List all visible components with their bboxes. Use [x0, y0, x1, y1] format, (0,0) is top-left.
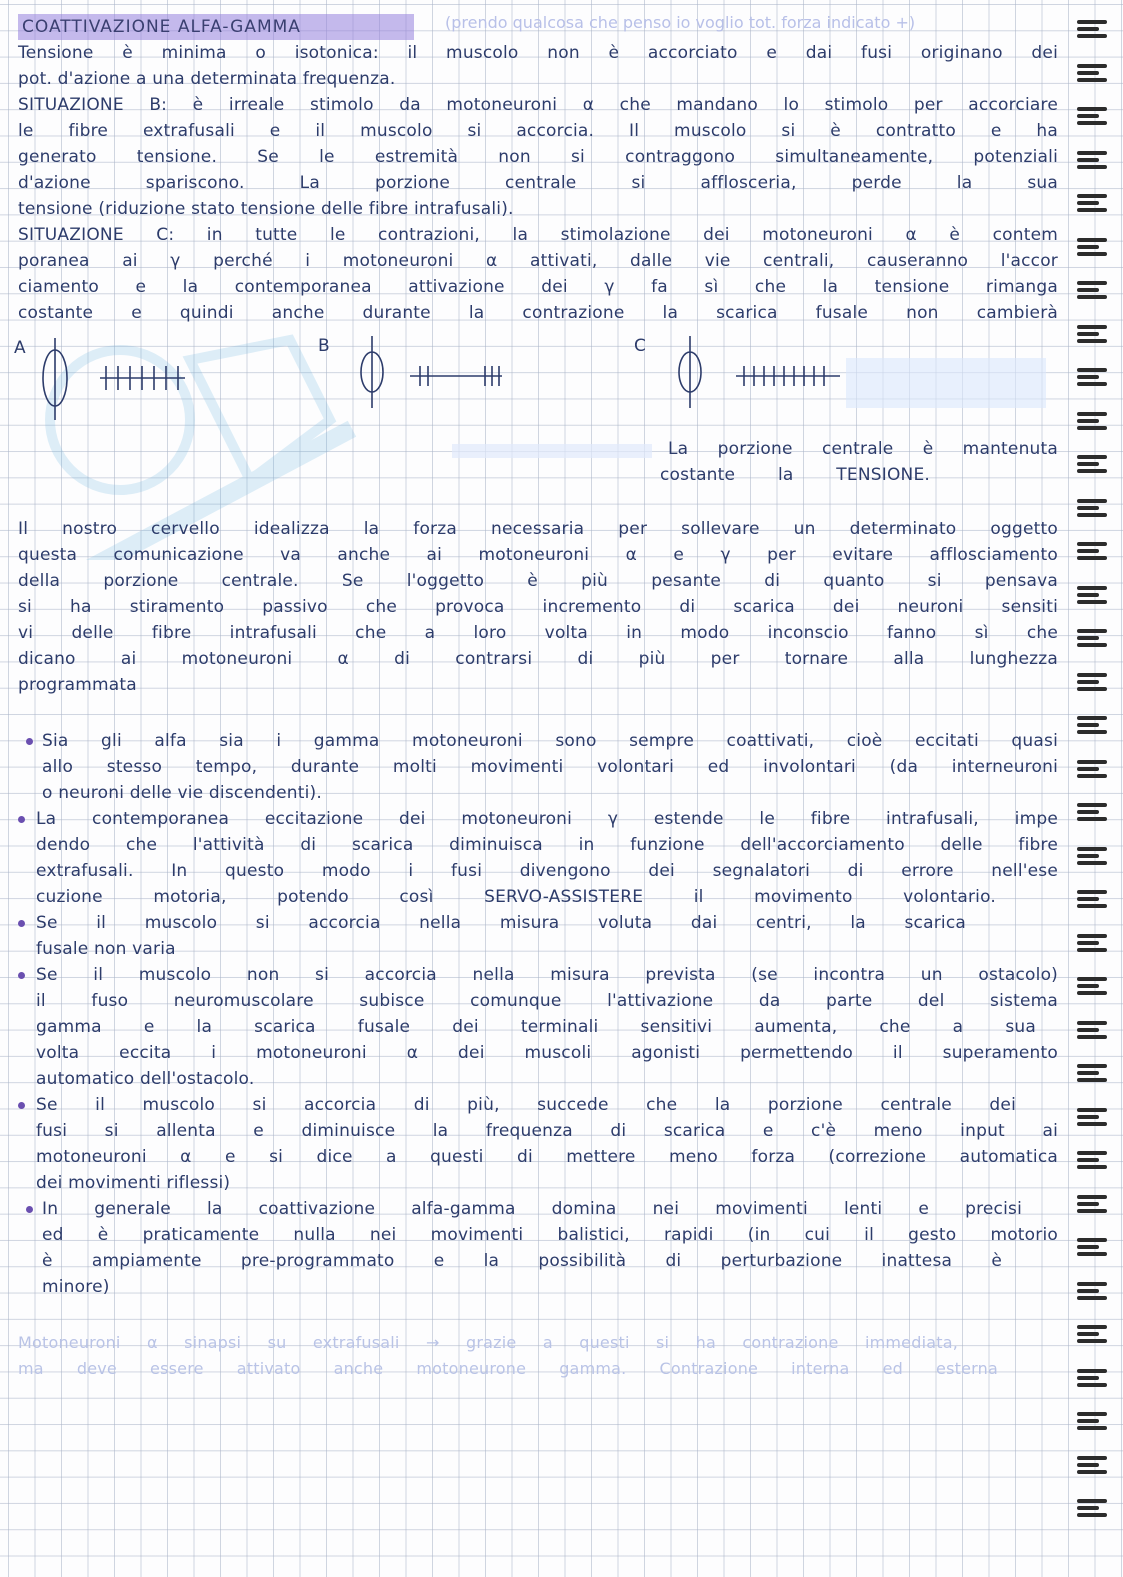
- text-line: costante e quindi anche durante la contrazione la scarica fusale non cambierà: [18, 303, 1058, 323]
- diagram-caption: La porzione centrale è mantenuta: [668, 439, 1058, 459]
- text-line: motoneuroni α e si dice a questi di mettere meno forza (correzione automatica: [36, 1147, 1058, 1167]
- faint-highlight: [452, 444, 652, 458]
- text-line: Se il muscolo non si accorcia nella misura prevista (se incontra un ostacolo): [36, 965, 1058, 985]
- spiral-ring: [1077, 107, 1111, 129]
- text-line: automatico dell'ostacolo.: [36, 1069, 255, 1089]
- bullet-dot: [18, 1102, 25, 1109]
- spiral-ring: [1077, 1238, 1111, 1260]
- text-line: extrafusali. In questo modo i fusi divengono dei segnalatori di errore nell'ese: [36, 861, 1058, 881]
- text-line: pot. d'azione a una determinata frequenza.: [18, 69, 396, 89]
- spiral-ring: [1077, 499, 1111, 521]
- text-line: Tensione è minima o isotonica: il muscolo non è accorciato e dai fusi originano dei: [18, 43, 1058, 63]
- text-line: In generale la coattivazione alfa-gamma domina nei movimenti lenti e precisi: [42, 1199, 1022, 1219]
- spiral-ring: [1077, 1282, 1111, 1304]
- spiral-ring: [1077, 934, 1111, 956]
- spiral-ring: [1077, 673, 1111, 695]
- text-line: tensione (riduzione stato tensione delle fibre intrafusali).: [18, 199, 514, 219]
- spiral-ring: [1077, 1064, 1111, 1086]
- spiral-ring: [1077, 1195, 1111, 1217]
- text-line: Se il muscolo si accorcia di più, succede che la porzione centrale dei: [36, 1095, 1016, 1115]
- spiral-ring: [1077, 1499, 1111, 1521]
- spiral-ring: [1077, 1456, 1111, 1478]
- diagram-caption: costante la TENSIONE.: [660, 465, 930, 485]
- spiral-ring: [1077, 847, 1111, 869]
- text-line: ciamento e la contemporanea attivazione dei γ fa sì che la tensione rimanga: [18, 277, 1058, 297]
- diagram-label-c: C: [634, 336, 646, 356]
- text-line: fusale non varia: [36, 939, 176, 959]
- bullet-dot: [26, 738, 33, 745]
- spiral-ring: [1077, 1021, 1111, 1043]
- text-line: Il nostro cervello idealizza la forza necessaria per sollevare un determinato oggetto: [18, 519, 1058, 539]
- spiral-ring: [1077, 325, 1111, 347]
- text-line: gamma e la scarica fusale dei terminali sensitivi aumenta, che a sua: [36, 1017, 1036, 1037]
- text-line: fusi si allenta e diminuisce la frequenza di scarica e c'è meno input ai: [36, 1121, 1058, 1141]
- spiral-ring: [1077, 412, 1111, 434]
- text-line: volta eccita i motoneuroni α dei muscoli agonisti permettendo il superamento: [36, 1043, 1058, 1063]
- spiral-ring: [1077, 1325, 1111, 1347]
- spiral-ring: [1077, 238, 1111, 260]
- side-note: (prendo qualcosa che penso io voglio tot. forza indicato +): [445, 13, 916, 32]
- spiral-binding: [1075, 20, 1115, 1560]
- diagram-label-b: B: [318, 336, 330, 356]
- text-line: SITUAZIONE B: è irreale stimolo da motoneuroni α che mandano lo stimolo per accorciare: [18, 95, 1058, 115]
- spiral-ring: [1077, 1369, 1111, 1391]
- text-line: questa comunicazione va anche ai motoneuroni α e γ per evitare afflosciamento: [18, 545, 1058, 565]
- text-line: è ampiamente pre-programmato e la possibilità di perturbazione inattesa è: [42, 1251, 1002, 1271]
- text-line: cuzione motoria, potendo così SERVO-ASSISTERE il movimento volontario.: [36, 887, 996, 907]
- spiral-ring: [1077, 542, 1111, 564]
- text-line: le fibre extrafusali e il muscolo si accorcia. Il muscolo si è contratto e ha: [18, 121, 1058, 141]
- spiral-ring: [1077, 1108, 1111, 1130]
- spiral-ring: [1077, 1151, 1111, 1173]
- spiral-ring: [1077, 977, 1111, 999]
- spiral-ring: [1077, 890, 1111, 912]
- text-line: si ha stiramento passivo che provoca incremento di scarica dei neuroni sensiti: [18, 597, 1058, 617]
- bullet-dot: [18, 920, 25, 927]
- text-line: della porzione centrale. Se l'oggetto è più pesante di quanto si pensava: [18, 571, 1058, 591]
- spindle-diagram: [10, 328, 1060, 428]
- bullet-dot: [18, 816, 25, 823]
- faint-highlight: [846, 358, 1046, 408]
- text-line: il fuso neuromuscolare subisce comunque l'attivazione da parte del sistema: [36, 991, 1058, 1011]
- spiral-ring: [1077, 20, 1111, 42]
- text-line: generato tensione. Se le estremità non si contraggono simultaneamente, potenziali: [18, 147, 1058, 167]
- spiral-ring: [1077, 716, 1111, 738]
- text-line: dendo che l'attività di scarica diminuisca in funzione dell'accorciamento delle fibre: [36, 835, 1058, 855]
- faded-note-line: ma deve essere attivato anche motoneurone gamma. Contrazione interna ed esterna: [18, 1359, 998, 1378]
- text-line: poranea ai γ perché i motoneuroni α attivati, dalle vie centrali, causeranno l'accor: [18, 251, 1058, 271]
- bullet-dot: [18, 972, 25, 979]
- spiral-ring: [1077, 586, 1111, 608]
- spiral-ring: [1077, 629, 1111, 651]
- page-title: COATTIVAZIONE ALFA-GAMMA: [22, 17, 301, 37]
- text-line: Se il muscolo si accorcia nella misura voluta dai centri, la scarica: [36, 913, 966, 933]
- text-line: programmata: [18, 675, 137, 695]
- spiral-ring: [1077, 760, 1111, 782]
- text-line: d'azione spariscono. La porzione centrale si afflosceria, perde la sua: [18, 173, 1058, 193]
- spiral-ring: [1077, 64, 1111, 86]
- spiral-ring: [1077, 803, 1111, 825]
- text-line: La contemporanea eccitazione dei motoneuroni γ estende le fibre intrafusali, impe: [36, 809, 1058, 829]
- spiral-ring: [1077, 1412, 1111, 1434]
- spiral-ring: [1077, 455, 1111, 477]
- text-line: dicano ai motoneuroni α di contrarsi di più per tornare alla lunghezza: [18, 649, 1058, 669]
- spiral-ring: [1077, 368, 1111, 390]
- diagram-label-a: A: [14, 338, 26, 358]
- faded-note-line: Motoneuroni α sinapsi su extrafusali → grazie a questi si ha contrazione immediata,: [18, 1333, 958, 1352]
- spiral-ring: [1077, 151, 1111, 173]
- text-line: o neuroni delle vie discendenti).: [42, 783, 322, 803]
- bullet-dot: [26, 1206, 33, 1213]
- text-line: SITUAZIONE C: in tutte le contrazioni, la stimolazione dei motoneuroni α è contem: [18, 225, 1058, 245]
- text-line: minore): [42, 1277, 110, 1297]
- spiral-ring: [1077, 194, 1111, 216]
- text-line: vi delle fibre intrafusali che a loro volta in modo inconscio fanno sì che: [18, 623, 1058, 643]
- text-line: allo stesso tempo, durante molti movimenti volontari ed involontari (da interneuroni: [42, 757, 1058, 777]
- text-line: dei movimenti riflessi): [36, 1173, 231, 1193]
- text-line: ed è praticamente nulla nei movimenti balistici, rapidi (in cui il gesto motorio: [42, 1225, 1058, 1245]
- spiral-ring: [1077, 281, 1111, 303]
- text-line: Sia gli alfa sia i gamma motoneuroni sono sempre coattivati, cioè eccitati quasi: [42, 731, 1058, 751]
